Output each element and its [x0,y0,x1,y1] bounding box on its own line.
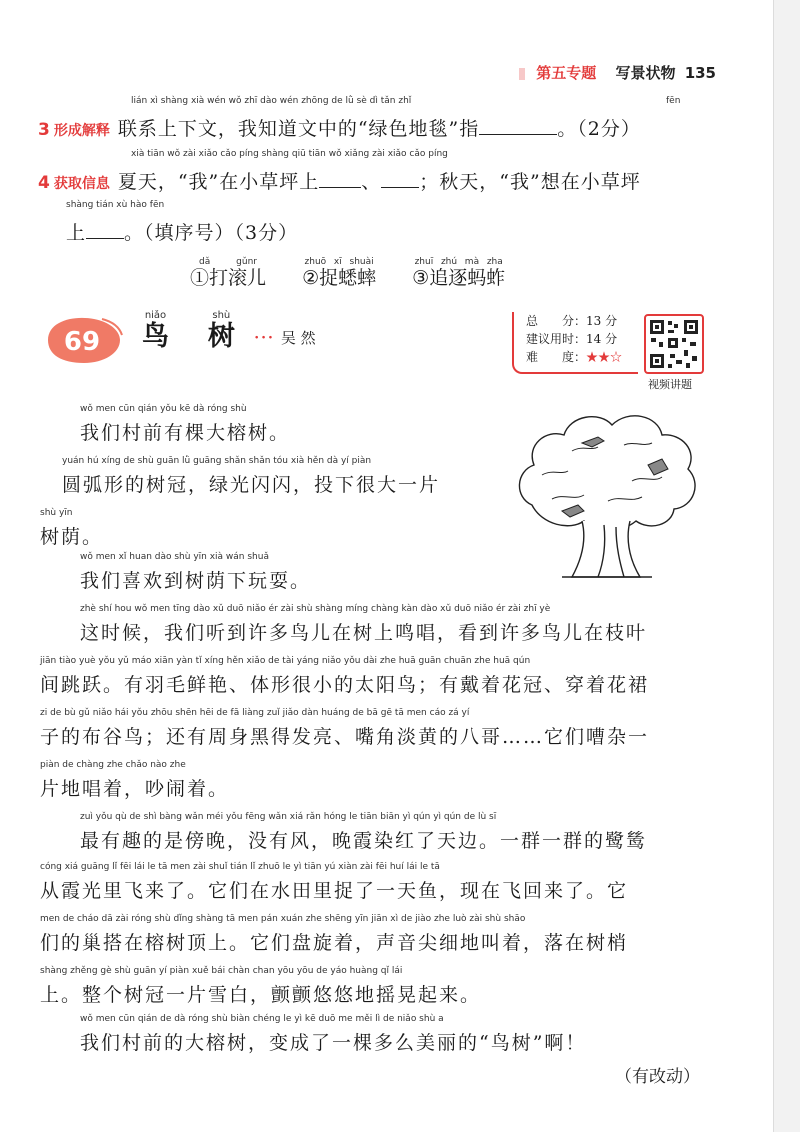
passage-text: 树荫。 [40,526,104,548]
option-3: ③追逐蚂蚱zhuī zhú mà zha [412,257,506,289]
header-topic: 第五专题 [536,64,597,82]
passage-text: 片地唱着，吵闹着。 [40,778,230,800]
passage-line [40,656,649,697]
q4-line2-pinyin: shàng tián xù hào fēn [66,200,165,210]
passage-text: 我们村前有棵大榕树。 [80,422,291,444]
passage-text: 们的巢搭在榕树顶上。它们盘旋着，声音尖细地叫着，落在树梢 [40,932,629,954]
q4-blank-1[interactable] [319,171,361,188]
exercise-info-box [512,312,638,374]
passage-pinyin: cóng xiá guāng lǐ fēi lái le tā men zài shuǐ tián lǐ zhuō le yì tiān yú xiàn zài fēi huí lái le tā [40,862,440,872]
passage-pinyin: yuán hú xíng de shù guān lǜ guāng shǎn shǎn tóu xià hěn dà yí piàn [62,456,372,466]
q4-tag: 获取信息 [53,176,110,192]
q4-blank-2[interactable] [381,171,419,188]
passage-text: 上。整个树冠一片雪白，颤颤悠悠地摇晃起来。 [40,984,482,1006]
q4-line2-text-2: 。（填序号）（3分） [124,222,299,244]
q3-number: 3 [38,120,50,140]
author: 吴 然 [280,329,316,347]
passage-pinyin: zuì yǒu qù de shì bàng wǎn méi yǒu fēng wǎn xiá rǎn hóng le tiān biān yì qún yì qún de lù sī [80,812,497,822]
q4-blank-3[interactable] [86,219,124,239]
page-edge-strip [773,0,800,1132]
q4-options [190,257,535,290]
q4-text-1: 夏天，“我”在小草坪上 [117,171,320,193]
adaptation-note: （有改动） [615,1067,700,1087]
passage-text: 这时候，我们听到许多鸟儿在树上鸣唱，看到许多鸟儿在枝叶 [80,622,648,644]
q3-score-pinyin: fēn [666,96,681,106]
passage-pinyin: wǒ men cūn qián de dà róng shù biàn chéng le yì kē duō me měi lì de niǎo shù a [80,1014,444,1024]
passage-line [40,914,628,955]
q4-line2-text-1: 上 [66,222,87,244]
passage-line [40,508,103,549]
lesson-number-badge [40,313,124,367]
passage-text: 从霞光里飞来了。它们在水田里捉了一天鱼，现在飞回来了。它 [40,880,629,902]
passage-line [80,404,290,445]
passage-pinyin: wǒ men cūn qián yǒu kē dà róng shù [80,404,247,414]
passage-line [80,604,647,645]
passage-line [62,456,440,497]
passage-line [80,552,311,593]
passage-pinyin: wǒ men xǐ huan dào shù yīn xià wán shuǎ [80,552,269,562]
passage-pinyin: zhè shí hou wǒ men tīng dào xǔ duō niǎo ér zài shù shàng míng chàng kàn dào xǔ duō niǎo ér zài zhī yè [80,604,551,614]
passage-line [40,760,229,801]
q4-sep: 、 [361,171,382,193]
q3-score: （2分） [577,118,641,140]
q3-text: 联系上下文，我知道文中的“绿色地毯”指 [117,118,480,140]
header-unit: 写景状物 [615,64,676,82]
banyan-tree-illustration [512,405,700,585]
option-1: ①打滚儿dǎ gǔnr [190,257,267,289]
q3-pinyin: lián xì shàng xià wén wǒ zhī dào wén zhōng de lǜ sè dì tǎn zhǐ [131,96,412,106]
suggested-time: 建议用时：14 分 [526,332,618,346]
passage-text: 我们村前的大榕树，变成了一棵多么美丽的“鸟树”啊！ [80,1032,587,1054]
q4-pinyin: xià tiān wǒ zài xiǎo cǎo píng shàng qiū tiān wǒ xiǎng zài xiǎo cǎo píng [131,149,448,159]
passage-pinyin: jiān tiào yuè yǒu yǔ máo xiān yàn tǐ xíng hěn xiǎo de tài yáng niǎo yǒu dài zhe huā guān chuān zhe huā qún [40,656,531,666]
page-number: 135 [684,64,716,82]
passage-line [40,708,649,749]
passage-pinyin: piàn de chàng zhe chǎo nào zhe [40,760,186,770]
option-2: ②捉蟋蟀zhuō xī shuài [302,257,377,289]
difficulty-stars: ★★☆ [586,350,623,364]
passage-pinyin: shàng zhěng gè shù guān yí piàn xuě bái chàn chan yōu yōu de yáo huàng qǐ lái [40,966,403,976]
passage-line [80,1014,586,1055]
page-header [519,62,716,83]
qr-caption: 视频讲题 [648,378,692,391]
passage-pinyin: shù yīn [40,508,73,518]
title-dots: ··· [254,329,275,346]
passage-line [40,862,628,903]
title-char-1: 鸟niǎo [142,310,169,352]
passage-text: 圆弧形的树冠，绿光闪闪，投下很大一片 [62,474,441,496]
passage-text: 间跳跃。有羽毛鲜艳、体形很小的太阳鸟；有戴着花冠、穿着花裙 [40,674,650,696]
passage-pinyin: zi de bù gǔ niǎo hái yǒu zhōu shēn hēi de fā liàng zuǐ jiǎo dàn huáng de bā gē tā men cáo zá yí [40,708,470,718]
passage-line [40,966,481,1007]
total-score: 总 分：13 分 [526,314,618,328]
passage-line [80,812,647,853]
lesson-title [142,310,316,353]
header-mark [519,68,525,80]
passage-pinyin: men de cháo dā zài róng shù dǐng shàng tā men pán xuán zhe shēng yīn jiān xì de jiào zhe luò zài shù shāo [40,914,526,924]
passage-text: 子的布谷鸟；还有周身黑得发亮、嘴角淡黄的八哥……它们嘈杂一 [40,726,650,748]
qr-code-icon[interactable] [644,314,704,374]
passage-text: 我们喜欢到树荫下玩耍。 [80,570,312,592]
q3-answer-blank[interactable] [479,118,557,135]
q3-text-after: 。 [557,118,578,140]
q4-number: 4 [38,173,50,193]
difficulty: 难 度：★★☆ [526,350,623,364]
passage-text: 最有趣的是傍晚，没有风，晚霞染红了天边。一群一群的鹭鸶 [80,830,648,852]
q4-text-2: ；秋天，“我”想在小草坪 [419,171,641,193]
lesson-number: 69 [63,327,101,357]
title-char-2: 树shù [207,310,235,352]
q3-tag: 形成解释 [53,123,110,139]
